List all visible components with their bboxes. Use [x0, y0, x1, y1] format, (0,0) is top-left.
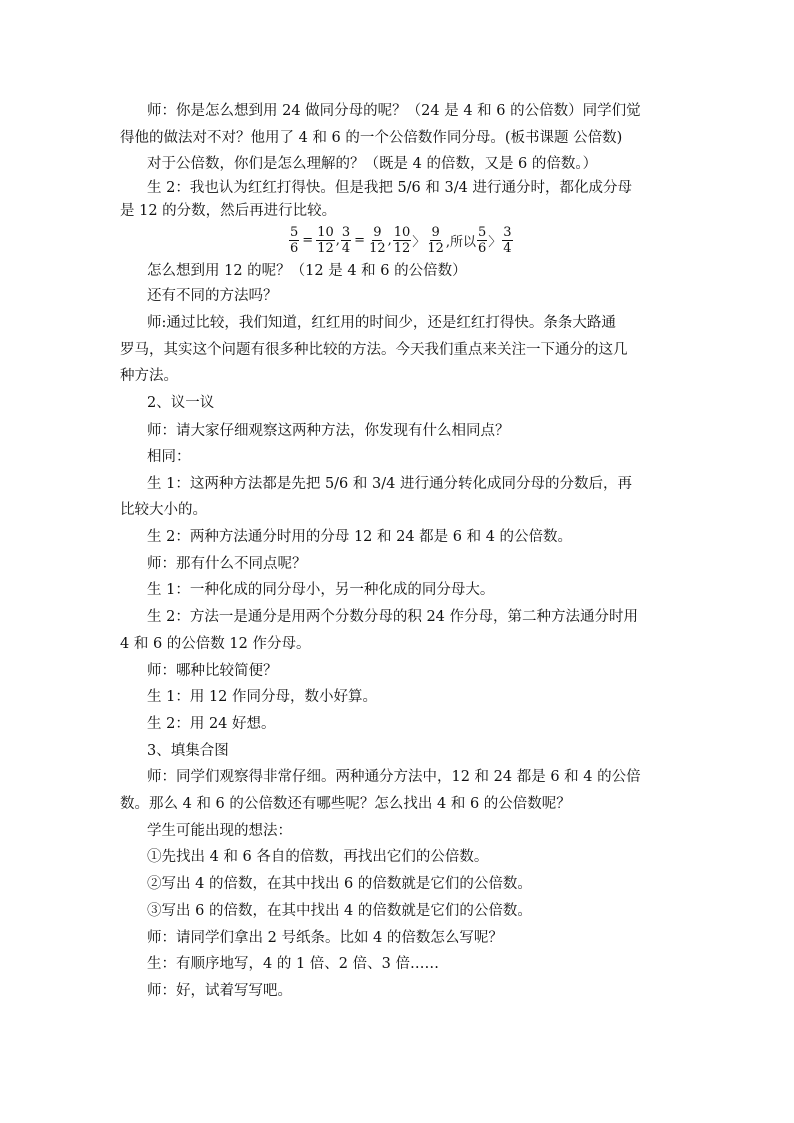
text-line: 生 2：方法一是通分是用两个分数分母的积 24 作分母，第二种方法通分时用 — [147, 609, 639, 625]
fraction: $\frac{10}{12}$ — [393, 224, 411, 256]
fraction: $\frac{9}{12}$ — [369, 224, 386, 256]
equals-sign: = — [354, 232, 366, 248]
text-line: 罗马，其实这个问题有很多种比较的方法。今天我们重点来关注一下通分的这几 — [120, 342, 628, 358]
text-line: 师:通过比较，我们知道，红红用的时间少，还是红红打得快。条条大路通 — [147, 315, 616, 331]
text-line: 是 12 的分数，然后再进行比较。 — [120, 203, 337, 219]
fraction: $\frac{3}{4}$ — [341, 224, 351, 256]
text-line: 师：那有什么不同点呢？ — [147, 556, 307, 572]
text-line: 3、填集合图 — [147, 743, 229, 759]
fraction-comparison-equation — [288, 220, 514, 260]
text-line: 比较大小的。 — [120, 502, 207, 518]
text-line: 生 1：这两种方法都是先把 5/6 和 3/4 进行通分转化成同分母的分数后，再 — [147, 476, 632, 492]
equals-sign: = — [302, 232, 314, 248]
text-line: 2、议一议 — [147, 395, 215, 411]
text-line: 得他的做法对不对？他用了 4 和 6 的一个公倍数作同分母。(板书课题 公倍数) — [120, 130, 623, 146]
text-line: 还有不同的方法吗？ — [147, 288, 278, 304]
text-line: 师：好，试着写写吧。 — [147, 983, 292, 999]
text-line: 对于公倍数，你们是怎么理解的？（既是 4 的倍数，又是 6 的倍数。） — [147, 156, 598, 172]
text-line: 师：同学们观察得非常仔细。两种通分方法中，12 和 24 都是 6 和 4 的公倍 — [147, 769, 641, 785]
text-line: 生：有顺序地写，4 的 1 倍、2 倍、3 倍…… — [147, 956, 439, 972]
conclusion-text: ,所以 — [445, 234, 476, 250]
text-line: 生 1：用 12 作同分母，数小好算。 — [147, 689, 378, 705]
text-line: 生 2：两种方法通分时用的分母 12 和 24 都是 6 和 4 的公倍数。 — [147, 529, 573, 545]
text-line: 怎么想到用 12 的呢？（12 是 4 和 6 的公倍数） — [147, 263, 467, 279]
fraction: $\frac{5}{6}$ — [290, 224, 299, 256]
text-line: 相同： — [147, 449, 191, 465]
text-line: 师：请同学们拿出 2 号纸条。比如 4 的倍数怎么写呢？ — [147, 930, 503, 946]
text-line: 生 2：用 24 好想。 — [147, 716, 276, 732]
greater-than-sign: 〉 — [488, 234, 502, 250]
text-line: 师：你是怎么想到用 24 做同分母的呢？（24 是 4 和 6 的公倍数）同学们觉 — [147, 103, 641, 119]
text-line: ②写出 4 的倍数，在其中找出 6 的倍数就是它们的公倍数。 — [147, 876, 532, 892]
text-line: ①先找出 4 和 6 各自的倍数，再找出它们的公倍数。 — [147, 849, 489, 865]
fraction: $\frac{3}{4}$ — [503, 224, 512, 256]
fraction: $\frac{10}{12}$ — [317, 224, 334, 256]
text-line: 数。那么 4 和 6 的公倍数还有哪些呢？怎么找出 4 和 6 的公倍数呢？ — [120, 796, 571, 812]
text-line: ③写出 6 的倍数，在其中找出 4 的倍数就是它们的公倍数。 — [147, 903, 532, 919]
greater-than-sign: 〉 — [412, 234, 426, 250]
fraction: $\frac{5}{6}$ — [478, 224, 487, 256]
separator: , — [387, 232, 392, 248]
separator: , — [335, 232, 340, 248]
text-line: 学生可能出现的想法： — [147, 823, 292, 839]
fraction: $\frac{9}{12}$ — [427, 224, 444, 256]
text-line: 师：哪种比较简便？ — [147, 663, 278, 679]
text-line: 生 1：一种化成的同分母小，另一种化成的同分母大。 — [147, 582, 495, 598]
text-line: 生 2：我也认为红红打得快。但是我把 5/6 和 3/4 进行通分时，都化成分母 — [147, 180, 632, 196]
text-line: 种方法。 — [120, 368, 178, 384]
text-line: 师：请大家仔细观察这两种方法，你发现有什么相同点？ — [147, 423, 510, 439]
text-line: 4 和 6 的公倍数 12 作分母。 — [120, 636, 311, 652]
